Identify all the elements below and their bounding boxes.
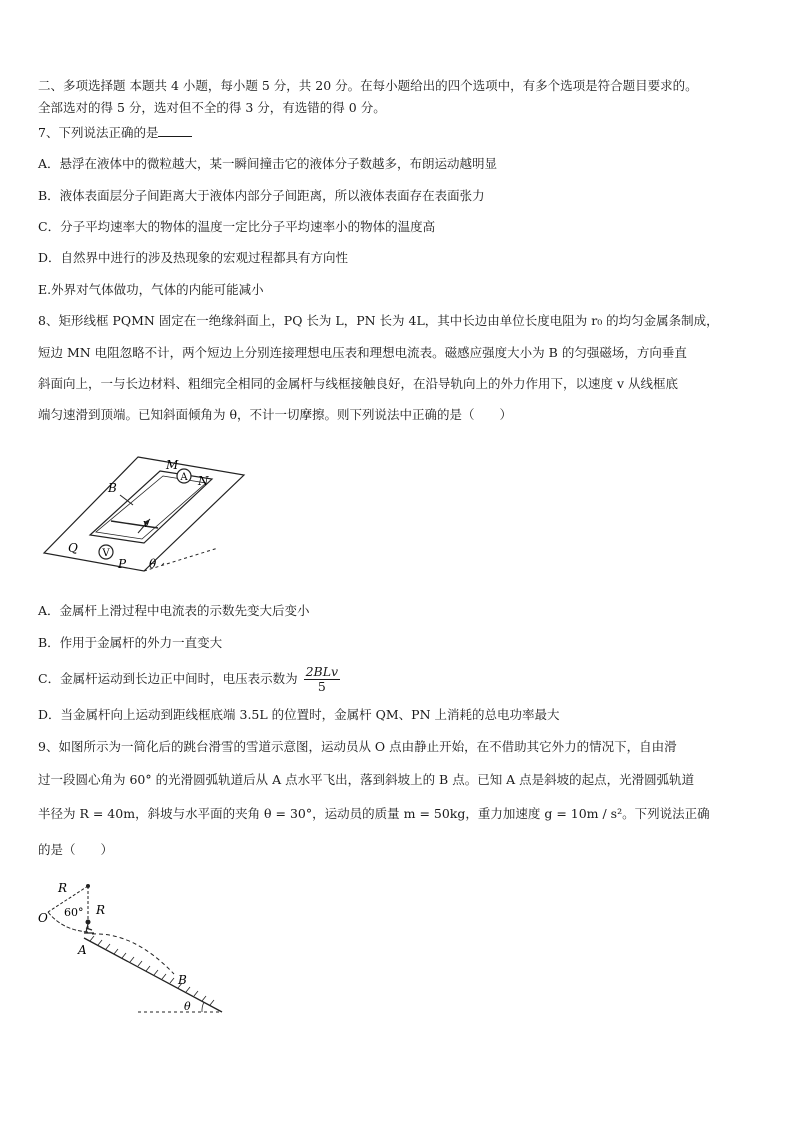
q8-option-c: C．金属杆运动到长边正中间时，电压表示数为 bbox=[38, 671, 298, 686]
q8-stem-line4: 端匀速滑到顶端。已知斜面倾角为 θ，不计一切摩擦。则下列说法中正确的是（ ） bbox=[38, 407, 513, 422]
label-r-top: R bbox=[58, 881, 68, 895]
answer-blank bbox=[158, 125, 192, 137]
fraction bbox=[304, 665, 341, 694]
label-o: O bbox=[38, 911, 48, 925]
q7-option-e: E.外界对气体做功，气体的内能可能减小 bbox=[38, 282, 264, 297]
b-field-arrow bbox=[120, 495, 133, 505]
q8-option-c-row bbox=[38, 660, 340, 698]
label-b: B bbox=[108, 481, 117, 495]
label-a: A bbox=[78, 943, 87, 957]
label-theta: θ bbox=[184, 1000, 191, 1013]
label-n: N bbox=[198, 474, 209, 488]
q8-stem-line1: 8、矩形线框 PQMN 固定在一绝缘斜面上，PQ 长为 L，PN 长为 4L，其中长边由单位长度电阻为 r₀ 的均匀金属条制成， bbox=[38, 313, 719, 328]
q9-stem-line1: 9、如图所示为一简化后的跳台滑雪的雪道示意图，运动员从 O 点由静止开始，在不借助其它外力的情况下，自由滑 bbox=[38, 739, 677, 754]
q7-option-a: A．悬浮在液体中的微粒越大，某一瞬间撞击它的液体分子数越多，布朗运动越明显 bbox=[38, 156, 498, 171]
label-theta: θ bbox=[149, 557, 157, 571]
section-header-line1: 二、多项选择题 本题共 4 小题，每小题 5 分，共 20 分。在每小题给出的四个选项中，有多个选项是符合题目要求的。 bbox=[38, 78, 698, 93]
q9-stem-line4: 的是（ ） bbox=[38, 842, 114, 857]
q8-stem-line3: 斜面向上，一与长边材料、粗细完全相同的金属杆与线框接触良好，在沿导轨向上的外力作用下，以速度 v 从线框底 bbox=[38, 376, 679, 391]
q7-option-b: B．液体表面层分子间距离大于液体内部分子间距离，所以液体表面存在表面张力 bbox=[38, 188, 485, 203]
q7-option-c: C．分子平均速率大的物体的温度一定比分子平均速率小的物体的温度高 bbox=[38, 219, 436, 234]
label-p: P bbox=[118, 557, 127, 571]
q8-option-b: B．作用于金属杆的外力一直变大 bbox=[38, 635, 223, 650]
arc-center-point bbox=[86, 884, 90, 888]
fraction-denominator: 5 bbox=[317, 679, 326, 694]
q9-stem-line3: 半径为 R = 40m，斜坡与水平面的夹角 θ = 30°，运动员的质量 m = 50kg，重力加速度 g = 10m / s²。下列说法正确 bbox=[38, 806, 710, 821]
label-q: Q bbox=[68, 541, 78, 555]
label-angle: 60° bbox=[64, 906, 84, 919]
metal-rod bbox=[111, 521, 158, 528]
ammeter-label: A bbox=[180, 472, 188, 483]
q7-stem: 7、下列说法正确的是 bbox=[38, 125, 159, 140]
q8-option-a: A．金属杆上滑过程中电流表的示数先变大后变小 bbox=[38, 603, 310, 618]
q7-option-d: D．自然界中进行的涉及热现象的宏观过程都具有方向性 bbox=[38, 250, 349, 265]
voltmeter-label: V bbox=[102, 548, 110, 559]
label-r-side: R bbox=[96, 903, 106, 917]
slope-line bbox=[84, 938, 222, 1012]
q8-stem-line2: 短边 MN 电阻忽略不计，两个短边上分别连接理想电压表和理想电流表。磁感应强度大小为 B 的匀强磁场，方向垂直 bbox=[38, 345, 687, 360]
flight-trajectory bbox=[92, 934, 174, 974]
skier-icon bbox=[86, 920, 91, 925]
q8-frame-figure bbox=[38, 445, 248, 595]
section-header-line2: 全部选对的得 5 分，选对但不全的得 3 分，有选错的得 0 分。 bbox=[38, 100, 386, 115]
fraction-numerator: 2BLv bbox=[305, 664, 339, 679]
q7-stem-row bbox=[38, 125, 192, 141]
label-m: M bbox=[166, 458, 179, 472]
slope-hatching bbox=[90, 936, 214, 1005]
q9-ski-jump-figure bbox=[34, 876, 234, 1018]
label-b: B bbox=[178, 973, 187, 987]
label-v: v bbox=[143, 517, 150, 530]
q9-stem-line2: 过一段圆心角为 60° 的光滑圆弧轨道后从 A 点水平飞出，落到斜坡上的 B 点。已知 A 点是斜坡的起点，光滑圆弧轨道 bbox=[38, 772, 695, 787]
q8-option-d: D．当金属杆向上运动到距线框底端 3.5L 的位置时，金属杆 QM、PN 上消耗的总电功率最大 bbox=[38, 707, 560, 722]
